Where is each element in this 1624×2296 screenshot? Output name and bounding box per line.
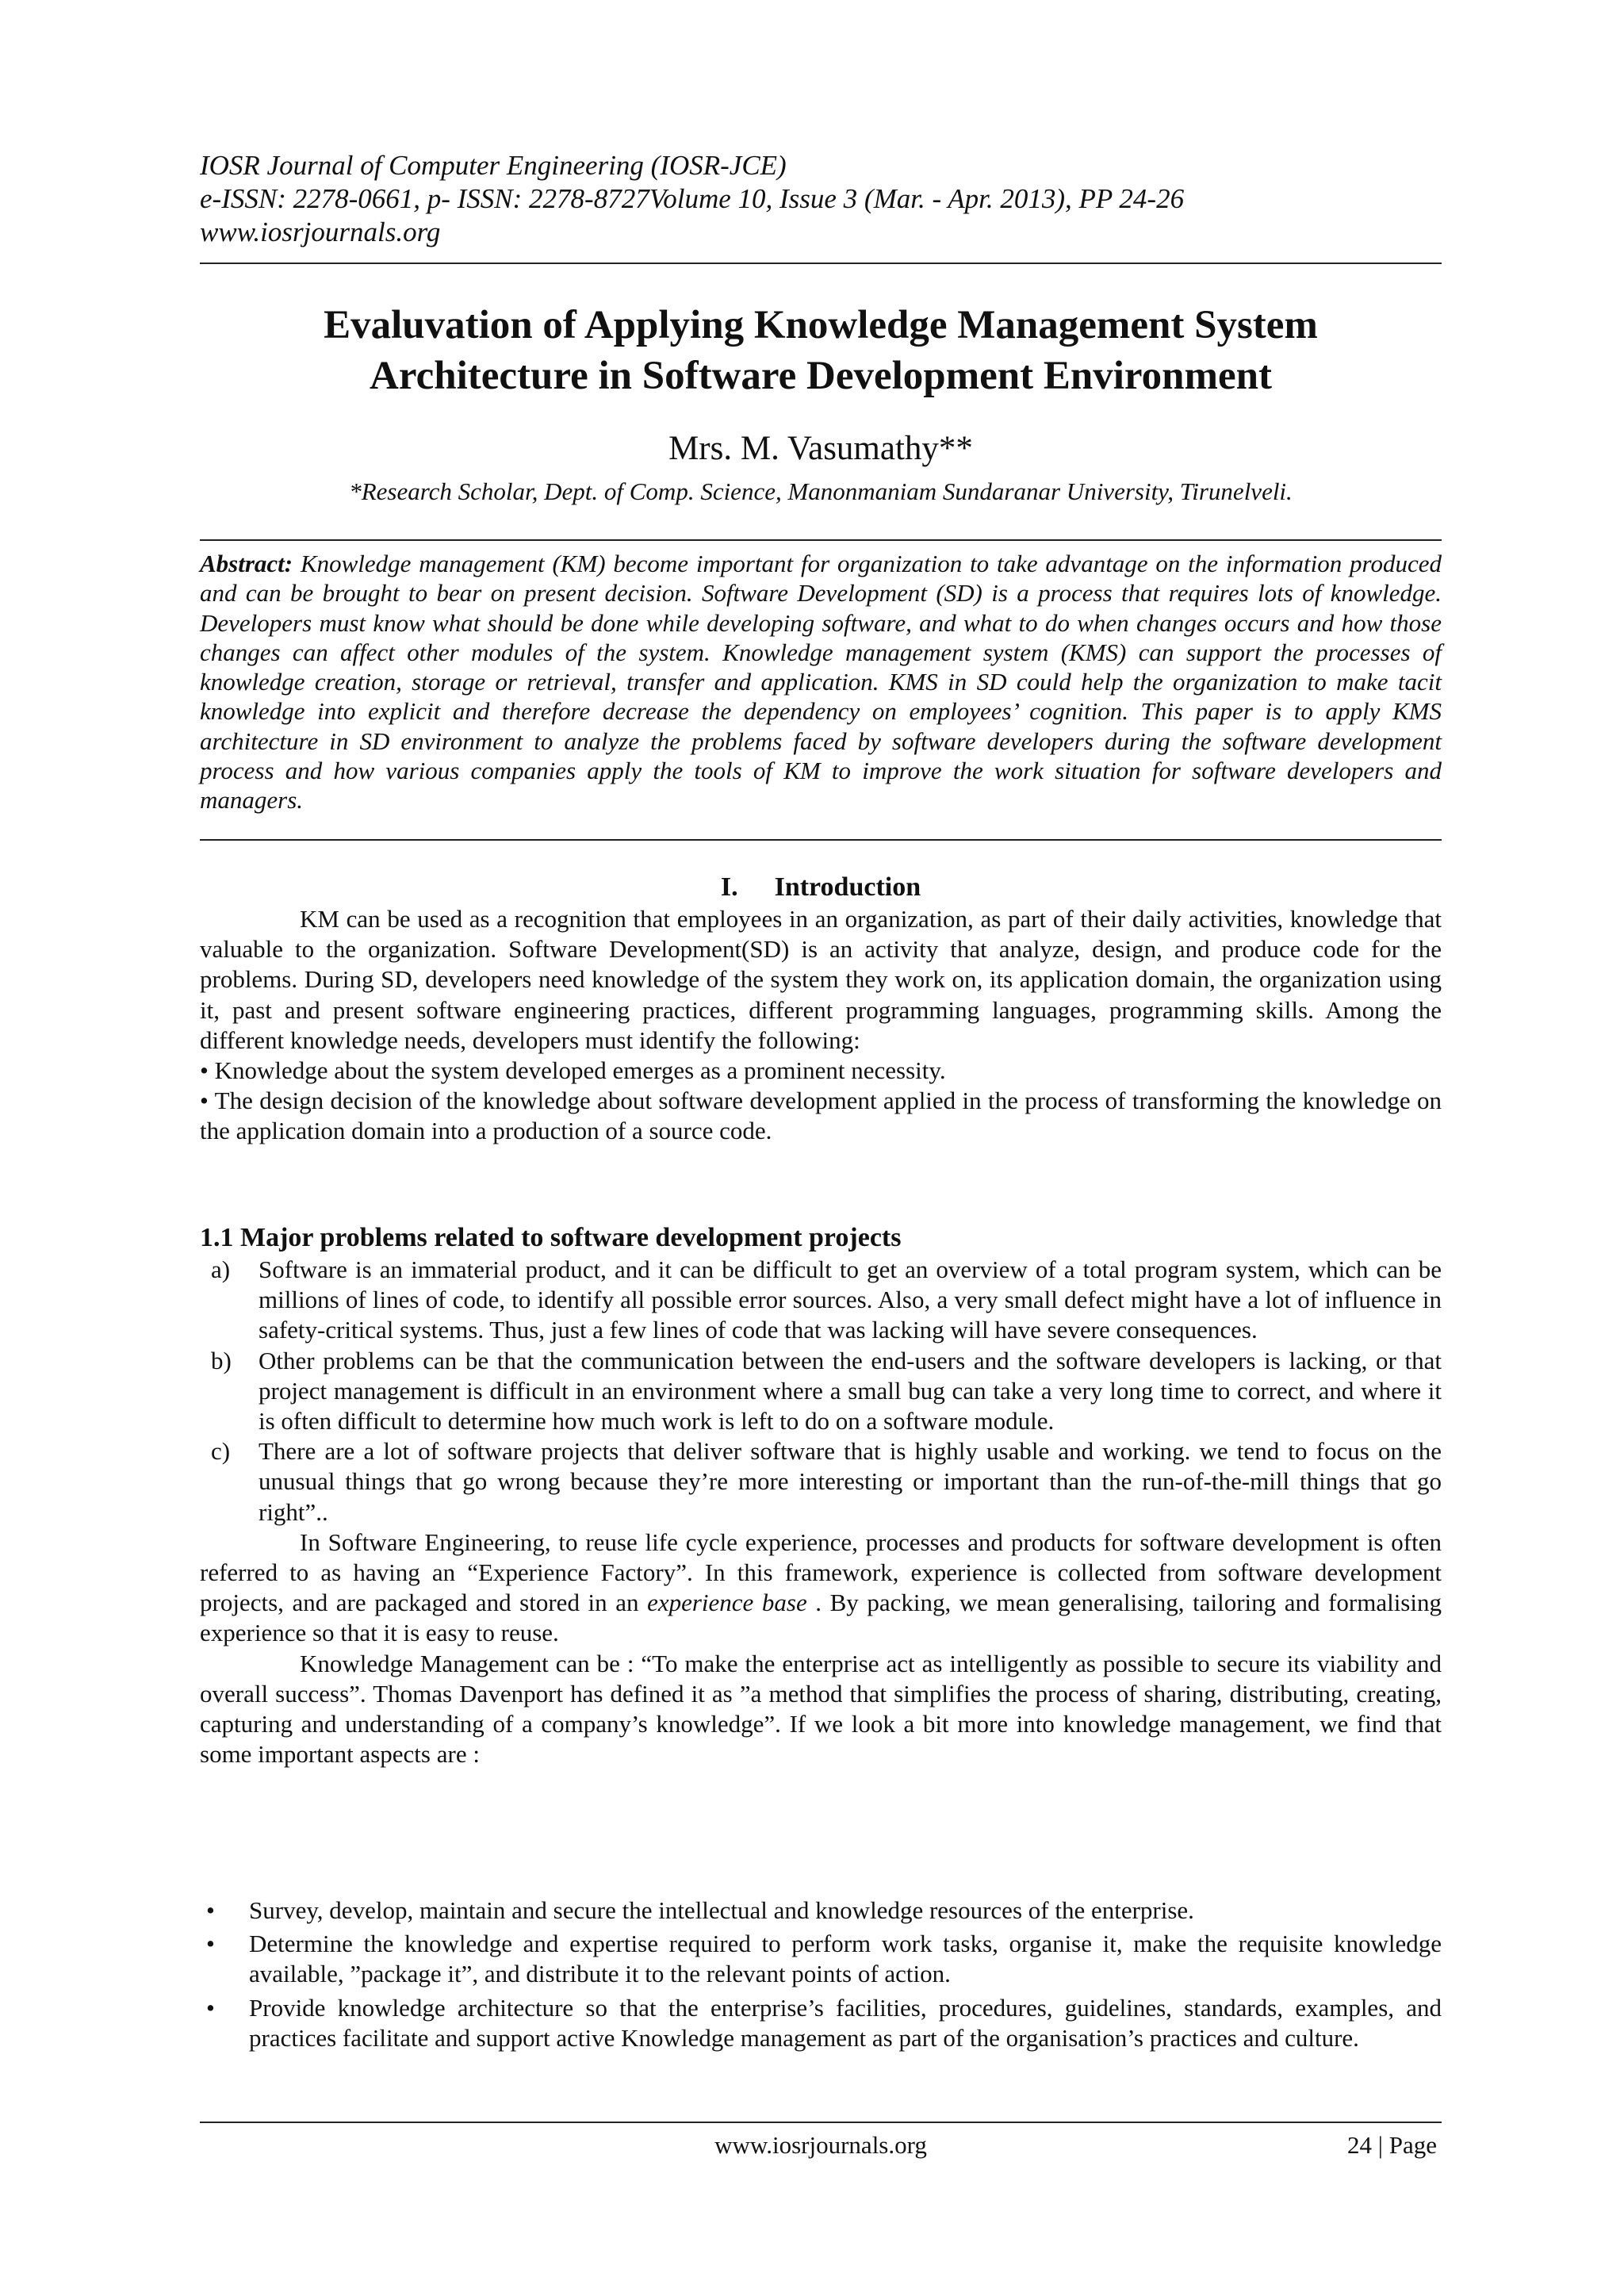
abstract	[200, 549, 1442, 815]
se-paragraph-start: In Software Engineering, to reuse life cycle experience, processes and products for software development is often referred to as having an “Experience Factory”. In this framework, experience is collected from software development projects, and are packaged and stored in an	[200, 1527, 1442, 1617]
se-paragraph-end: . By packing, we mean generalising, tailoring and formalising experience so that it is easy to reuse.	[200, 1589, 1442, 1647]
aspects-bullet-list	[200, 1895, 1442, 2056]
list-item-label: c)	[211, 1437, 231, 1466]
bullet-icon: •	[206, 1930, 215, 1958]
journal-name: IOSR Journal of Computer Engineering (IOSR-JCE)	[200, 150, 787, 181]
page-number: 24 | Page	[1347, 2131, 1437, 2159]
abstract-text: Knowledge management (KM) become important for organization to take advantage on the information produced and can be brought to bear on present decision. Software Development (SD) is a process that requires lots of knowledge. Developers must know what should be done while developing software, and what to do when changes occurs and how those changes can affect other modules of the system. Knowledge management system (KMS) can support the processes of knowledge creation, storage or retrieval, transfer and application. KMS in SD could help the organization to make tacit knowledge into explicit and therefore decrease the dependency on employees’ cognition. This paper is to apply KMS architecture in SD environment to analyze the problems faced by software developers during the software development process and how various companies apply the tools of KM to improve the work situation for software developers and managers.	[200, 550, 1442, 815]
bullet-text: Survey, develop, maintain and secure the intellectual and knowledge resources of the enterprise.	[249, 1896, 1194, 1924]
author-name: Mrs. M. Vasumathy**	[668, 430, 973, 467]
list-item	[200, 1895, 1442, 1926]
list-item-text: Software is an immaterial product, and it can be difficult to get an overview of a total program system, which can be millions of lines of code, to identify all possible error sources. Also, a very small defect might have a lot of influence in safety-critical systems. Thus, just a few lines of code that was lacking will have severe consequences.	[259, 1255, 1442, 1344]
bullet-icon: •	[206, 1896, 215, 1924]
abstract-rule-bottom	[200, 839, 1442, 841]
problems-list	[200, 1255, 1442, 1769]
abstract-rule-top	[200, 539, 1442, 541]
author-affiliation: *Research Scholar, Dept. of Comp. Science, Manonmaniam Sundaranar University, Tirunelveli.	[349, 477, 1293, 505]
header-rule	[200, 263, 1442, 264]
section-title: Introduction	[774, 872, 921, 902]
knowledge-management-paragraph: Knowledge Management can be : “To make the enterprise act as intelligently as possible to secure its viability and overall success”. Thomas Davenport has defined it as ”a method that simplifies the process of sharing, distributing, creating, capturing and understanding of a company’s knowledge”. If we look a bit more into knowledge management, we find that some important aspects are :	[200, 1649, 1442, 1769]
list-item	[200, 1993, 1442, 2053]
se-paragraph-italic: experience base	[647, 1589, 807, 1617]
intro-paragraph: KM can be used as a recognition that employees in an organization, as part of their daily activities, knowledge that valuable to the organization. Software Development(SD) is an activity that analyze, design, and produce code for the problems. During SD, developers need knowledge of the system they work on, its application domain, the organization using it, past and present software engineering practices, different programming languages, programming skills. Among the different knowledge needs, developers must identify the following:	[200, 905, 1442, 1054]
section-number: I.	[720, 872, 738, 902]
subsection-heading: 1.1 Major problems related to software development projects	[200, 1223, 902, 1252]
journal-issn: e-ISSN: 2278-0661, p- ISSN: 2278-8727Volume 10, Issue 3 (Mar. - Apr. 2013), PP 24-26	[200, 183, 1185, 214]
list-item	[200, 1929, 1442, 1989]
list-item-label: a)	[211, 1255, 231, 1283]
bullet-icon: •	[206, 1993, 215, 2022]
title-line-2: Architecture in Software Development Environment	[370, 354, 1272, 398]
introduction-body	[200, 904, 1442, 1147]
list-item-text: There are a lot of software projects that deliver software that is highly usable and working. we tend to focus on the unusual things that go wrong because they’re more interesting or important than the run-of-the-mill things that go right”..	[259, 1437, 1442, 1526]
list-item	[200, 1346, 1442, 1437]
journal-website: www.iosrjournals.org	[200, 217, 441, 247]
footer-rule	[200, 2122, 1442, 2123]
list-item-text: Other problems can be that the communication between the end-users and the software developers is lacking, or that project management is difficult in an environment where a small bug can take a very long time to correct, and where it is often difficult to determine how much work is left to do on a software module.	[259, 1346, 1442, 1435]
abstract-label: Abstract:	[200, 550, 293, 577]
footer-website: www.iosrjournals.org	[714, 2131, 927, 2159]
list-item	[200, 1255, 1442, 1346]
journal-header	[200, 149, 1442, 249]
intro-point-2: • The design decision of the knowledge about software development applied in the process of transforming the knowledge on the application domain into a production of a source code.	[200, 1087, 1442, 1145]
bullet-text: Provide knowledge architecture so that the enterprise’s facilities, procedures, guidelines, standards, examples, and practices facilitate and support active Knowledge management as part of the organisation’s practices and culture.	[249, 1993, 1442, 2052]
paper-title	[200, 300, 1442, 401]
software-engineering-paragraph	[200, 1527, 1442, 1649]
intro-point-1: • Knowledge about the system developed emerges as a prominent necessity.	[200, 1056, 946, 1085]
list-item	[200, 1436, 1442, 1527]
list-item-label: b)	[211, 1346, 232, 1374]
title-line-1: Evaluvation of Applying Knowledge Management System	[324, 303, 1318, 347]
section-heading-introduction	[200, 871, 1442, 904]
bullet-text: Determine the knowledge and expertise required to perform work tasks, organise it, make the requisite knowledge available, ”package it”, and distribute it to the relevant points of action.	[249, 1930, 1442, 1988]
